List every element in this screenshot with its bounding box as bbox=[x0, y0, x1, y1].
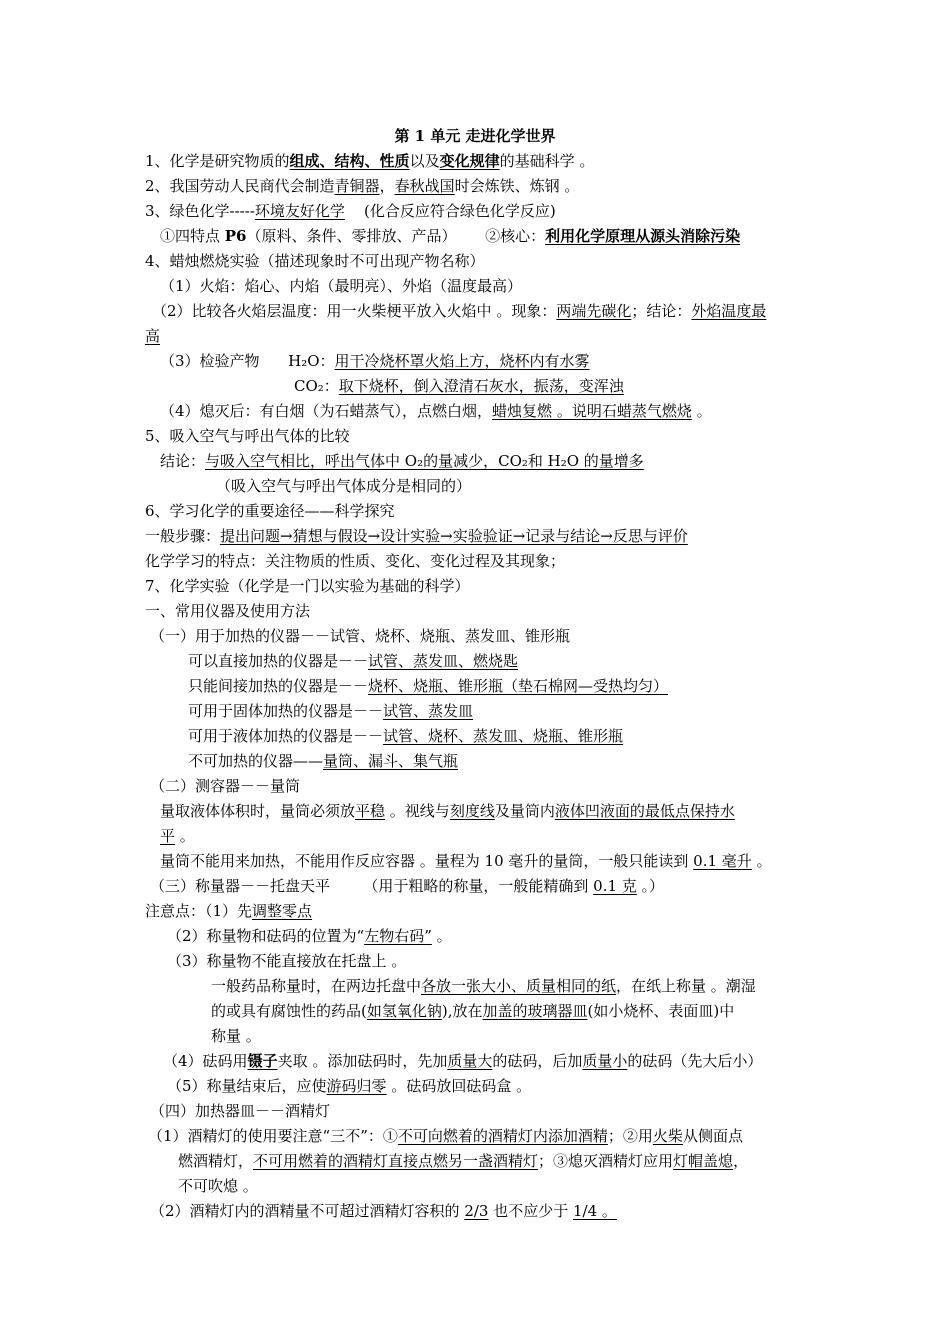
page-title: 第 1 单元 走进化学世界 bbox=[394, 127, 556, 145]
line-25 bbox=[188, 749, 458, 774]
text: 2、我国劳动人民商代会制造 bbox=[145, 177, 335, 195]
key-term: 1/4 。 bbox=[573, 1202, 617, 1220]
line-30 bbox=[150, 874, 664, 899]
key-term: 用干冷烧杯罩火焰上方，烧杯内有水雾 bbox=[334, 352, 590, 370]
text: 5、吸入空气与呼出气体的比较 bbox=[145, 427, 350, 445]
text: 。 bbox=[691, 402, 712, 420]
line-42 bbox=[178, 1174, 258, 1199]
text: 。砝码放回砝码盒 。 bbox=[386, 1077, 532, 1095]
line-35 bbox=[211, 999, 734, 1024]
text: 。 bbox=[431, 927, 452, 945]
line-41 bbox=[178, 1149, 748, 1174]
text: 4、蜡烛燃烧实验（描述现象时不可出现产物名称） bbox=[145, 252, 485, 270]
text: 不可吹熄 。 bbox=[178, 1177, 258, 1195]
text: （3）检验产物 H₂O： bbox=[160, 352, 335, 370]
line-6 bbox=[160, 274, 522, 299]
line-38 bbox=[167, 1074, 531, 1099]
line-15 bbox=[145, 499, 395, 524]
line-11 bbox=[160, 399, 712, 424]
text: 的砝码，后加 bbox=[492, 1052, 583, 1070]
text: ①四特点 bbox=[160, 227, 225, 245]
text: 时会炼铁、炼钢 。 bbox=[454, 177, 580, 195]
line-10 bbox=[294, 374, 624, 399]
text: 称量 。 bbox=[211, 1027, 261, 1045]
key-term: 液体凹液面的最低点保持水 bbox=[554, 802, 735, 820]
text: （1）火焰：焰心、内焰（最明亮）、外焰（温度最高） bbox=[160, 277, 523, 295]
key-term: 游码归零 bbox=[326, 1077, 387, 1095]
key-term: 调整零点 bbox=[252, 902, 313, 920]
line-13 bbox=[160, 449, 644, 474]
line-32 bbox=[167, 924, 452, 949]
text: （3）称量物不能直接放在托盘上 。 bbox=[167, 952, 407, 970]
text: 可以直接加热的仪器是－－ bbox=[188, 652, 369, 670]
text: 的砝码（先大后小） bbox=[627, 1052, 763, 1070]
key-term: 刻度线 bbox=[449, 802, 495, 820]
line-17 bbox=[145, 549, 565, 574]
key-term: 2/3 bbox=[464, 1202, 489, 1220]
text: 的或具有腐蚀性的药品( bbox=[211, 1002, 367, 1020]
text: 一般药品称量时，在两边托盘中 bbox=[211, 977, 422, 995]
line-5 bbox=[145, 249, 485, 274]
text: 。 bbox=[751, 852, 772, 870]
key-term: 高 bbox=[145, 327, 161, 345]
text: （2）酒精灯内的酒精量不可超过酒精灯容积的 bbox=[150, 1202, 465, 1220]
line-33 bbox=[167, 949, 406, 974]
key-term: 两端先碳化 bbox=[556, 302, 632, 320]
text: ；结论： bbox=[631, 302, 692, 320]
key-term: 各放一张大小、质量相同的纸 bbox=[421, 977, 617, 995]
text: （2）比较各火焰层温度：用一火柴梗平放入火焰中 。现象： bbox=[152, 302, 557, 320]
text: 也不应少于 bbox=[488, 1202, 574, 1220]
key-term: 环境友好化学 bbox=[254, 202, 345, 220]
key-term: 平稳 bbox=[355, 802, 386, 820]
text: 夹取 。添加砝码时，先加 bbox=[277, 1052, 448, 1070]
text: 从侧面点 bbox=[682, 1127, 743, 1145]
line-20 bbox=[150, 624, 570, 649]
text: ，在纸上称量 。潮湿 bbox=[616, 977, 756, 995]
key-term: 不可用燃着的酒精灯直接点燃另一盏酒精灯 bbox=[253, 1152, 539, 1170]
key-term: 如氢氧化钠 bbox=[366, 1002, 442, 1020]
line-2 bbox=[145, 174, 579, 199]
line-28 bbox=[160, 824, 195, 849]
line-18 bbox=[145, 574, 470, 599]
line-24 bbox=[188, 724, 623, 749]
key-term: 加盖的玻璃器皿 bbox=[482, 1002, 588, 1020]
text: 一、常用仪器及使用方法 bbox=[145, 602, 311, 620]
text: 化学学习的特点：关注物质的性质、变化、变化过程及其现象； bbox=[145, 552, 566, 570]
line-4 bbox=[160, 224, 740, 249]
line-37 bbox=[163, 1049, 762, 1074]
text: 一般步骤： bbox=[145, 527, 221, 545]
key-term: 质量大 bbox=[447, 1052, 493, 1070]
text: 1、化学是研究物质的 bbox=[145, 152, 290, 170]
line-43 bbox=[150, 1199, 617, 1224]
text: （一）用于加热的仪器－－试管、烧杯、烧瓶、蒸发皿、锥形瓶 bbox=[150, 627, 571, 645]
key-term: 利用化学原理从源头消除污染 bbox=[545, 227, 741, 245]
text: （二）测容器－－量筒 bbox=[150, 777, 301, 795]
line-29 bbox=[160, 849, 772, 874]
key-term: 取下烧杯，倒入澄清石灰水，振荡，变浑浊 bbox=[338, 377, 624, 395]
text: P6 bbox=[224, 227, 247, 245]
key-term: 春秋战国 bbox=[394, 177, 455, 195]
text: 可用于固体加热的仪器是－－ bbox=[188, 702, 384, 720]
text: （吸入空气与呼出气体成分是相同的） bbox=[216, 477, 472, 495]
key-term: 火柴 bbox=[652, 1127, 683, 1145]
line-22 bbox=[188, 674, 668, 699]
text: CO₂： bbox=[294, 377, 339, 395]
text: （5）称量结束后，应使 bbox=[167, 1077, 327, 1095]
text: ， bbox=[733, 1152, 749, 1170]
text: 。） bbox=[636, 877, 665, 895]
line-36 bbox=[211, 1024, 261, 1049]
text: ；②用 bbox=[607, 1127, 653, 1145]
line-9 bbox=[160, 349, 590, 374]
text: 只能间接加热的仪器是－－ bbox=[188, 677, 369, 695]
key-term: 平 bbox=[160, 827, 176, 845]
text: ， bbox=[379, 177, 395, 195]
text: 的基础科学 。 bbox=[499, 152, 595, 170]
key-term: 试管、蒸发皿、燃烧匙 bbox=[368, 652, 519, 670]
text: (如小烧杯、表面皿)中 bbox=[587, 1002, 735, 1020]
key-term: 0.1 克 bbox=[593, 877, 637, 895]
line-8 bbox=[145, 324, 160, 349]
text: 。 bbox=[175, 827, 195, 845]
text: 以及 bbox=[409, 152, 440, 170]
text: （三）称量器－－托盘天平 （用于粗略的称量，一般能精确到 bbox=[150, 877, 594, 895]
key-term: 与吸入空气相比，呼出气体中 O₂的量减少，CO₂和 H₂O 的量增多 bbox=[205, 452, 644, 470]
text: 结论： bbox=[160, 452, 206, 470]
key-term: 变化规律 bbox=[439, 152, 500, 170]
text: （原料、条件、零排放、产品） ②核心： bbox=[246, 227, 546, 245]
text: 7、化学实验（化学是一门以实验为基础的科学） bbox=[145, 577, 470, 595]
line-21 bbox=[188, 649, 518, 674]
text: （2）称量物和砝码的位置为“ bbox=[167, 927, 365, 945]
key-term: 组成、结构、性质 bbox=[289, 152, 410, 170]
line-1 bbox=[145, 149, 594, 174]
key-term: 试管、烧杯、蒸发皿、烧瓶、锥形瓶 bbox=[383, 727, 624, 745]
key-term: 烧杯、烧瓶、锥形瓶（垫石棉网—受热均匀） bbox=[368, 677, 669, 695]
text: （四）加热器皿－－酒精灯 bbox=[150, 1102, 331, 1120]
text: ),放在 bbox=[441, 1002, 483, 1020]
text: 3、绿色化学----- bbox=[145, 202, 255, 220]
line-31 bbox=[145, 899, 312, 924]
key-term: 蜡烛复燃 。说明石蜡蒸气燃烧 bbox=[492, 402, 692, 420]
line-3 bbox=[145, 199, 556, 224]
line-40 bbox=[148, 1124, 743, 1149]
key-term: 左物右码” bbox=[364, 927, 432, 945]
text: 6、学习化学的重要途径——科学探究 bbox=[145, 502, 395, 520]
line-34 bbox=[211, 974, 756, 999]
text: 量取液体体积时，量筒必须放 bbox=[160, 802, 356, 820]
line-7 bbox=[152, 299, 766, 324]
key-term: 镊子 bbox=[247, 1052, 278, 1070]
line-16 bbox=[145, 524, 688, 549]
key-term: 量筒、漏斗、集气瓶 bbox=[323, 752, 459, 770]
text: 不可加热的仪器—— bbox=[188, 752, 324, 770]
line-27 bbox=[160, 799, 735, 824]
line-14 bbox=[216, 474, 471, 499]
text: （4）熄灭后：有白烟（为石蜡蒸气），点燃白烟， bbox=[160, 402, 493, 420]
text: （1）酒精灯的使用要注意“三不”：① bbox=[148, 1127, 398, 1145]
key-term: 提出问题→猜想与假设→设计实验→实验验证→记录与结论→反思与评价 bbox=[220, 527, 688, 545]
key-term: 青铜器 bbox=[334, 177, 380, 195]
key-term: 质量小 bbox=[582, 1052, 628, 1070]
text: （4）砝码用 bbox=[163, 1052, 248, 1070]
line-19 bbox=[145, 599, 310, 624]
line-39 bbox=[150, 1099, 330, 1124]
text: (化合反应符合绿色化学反应) bbox=[344, 202, 556, 220]
text: ；③熄灭酒精灯应用 bbox=[538, 1152, 674, 1170]
key-term: 不可向燃着的酒精灯内添加酒精 bbox=[397, 1127, 608, 1145]
line-23 bbox=[188, 699, 473, 724]
text: 可用于液体加热的仪器是－－ bbox=[188, 727, 384, 745]
text: 。视线与 bbox=[385, 802, 450, 820]
text: 燃酒精灯， bbox=[178, 1152, 254, 1170]
key-term: 灯帽盖熄 bbox=[673, 1152, 734, 1170]
key-term: 试管、蒸发皿 bbox=[383, 702, 474, 720]
text: 注意点：（1）先 bbox=[145, 902, 253, 920]
line-12 bbox=[145, 424, 350, 449]
text: 及量筒内 bbox=[494, 802, 555, 820]
key-term: 外焰温度最 bbox=[691, 302, 767, 320]
text: 量筒不能用来加热，不能用作反应容器 。量程为 10 毫升的量筒，一般只能读到 bbox=[160, 852, 694, 870]
key-term: 0.1 毫升 bbox=[693, 852, 752, 870]
line-26 bbox=[150, 774, 300, 799]
